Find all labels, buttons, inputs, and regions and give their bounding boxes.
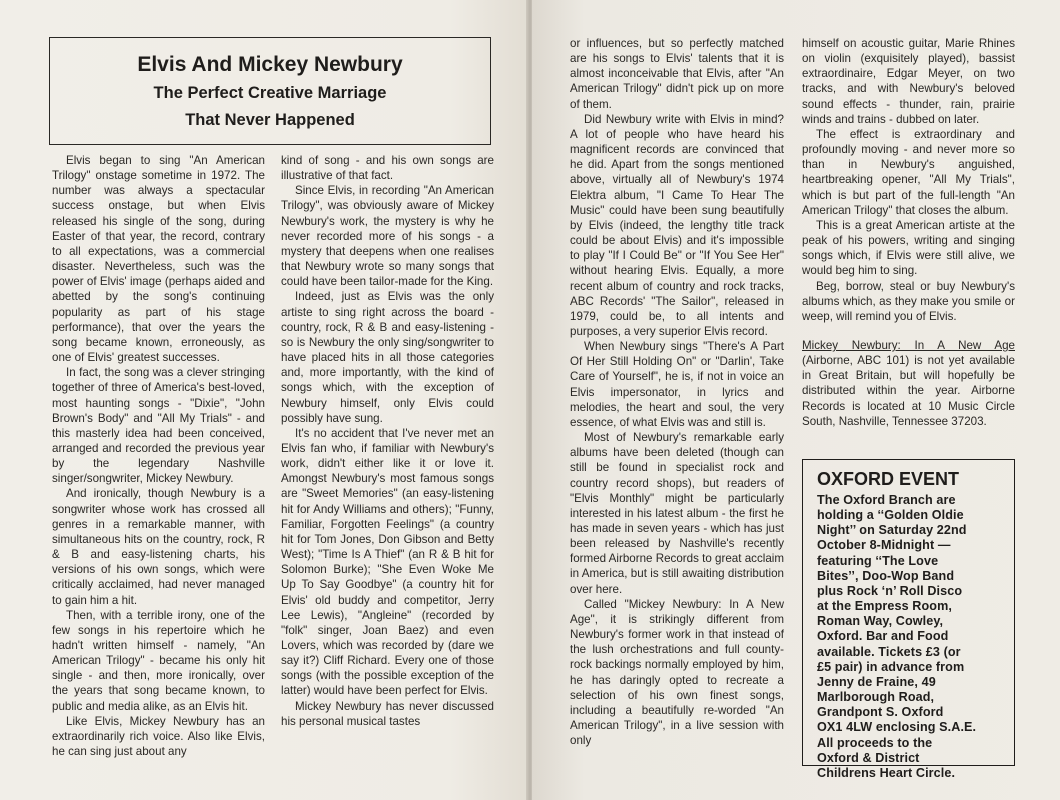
paragraph: Since Elvis, in recording "An American Trilogy", was obviously aware of Mickey Newbury's work, the mystery is why he never recorded more of his songs - a mystery that deepens when one realises that Newbury wrote so many songs that could have been tailor-made for the King. xyxy=(281,184,494,289)
event-line: £5 pair) in advance from xyxy=(817,659,965,674)
paragraph: Mickey Newbury has never discussed his personal musical tastes xyxy=(281,699,494,728)
event-line: plus Rock ‘n’ Roll Disco xyxy=(817,583,963,598)
paragraph: Indeed, just as Elvis was the only artiste to sing right across the board - country, rock, R & B and easy-listening - so is Newbury the only sing/songwriter to have placed hits in all those categories and, more importantly, with the kind of songs which, with the exception of Newbury himself, only Elvis could possibly have sung. xyxy=(281,290,494,425)
paragraph: Like Elvis, Mickey Newbury has an extraordinarily rich voice. Also like Elvis, he can sing just about any xyxy=(52,714,265,759)
paragraph: Called "Mickey Newbury: In A New Age", it is strikingly different from Newbury's former work in that instead of the lush orchestrations and full county-rock backings normally employed by him, he has daringly opted to recreate a selection of his own finest songs, including a beautifully re-worded "An American Trilogy", in a live session with only xyxy=(570,597,784,748)
album-footnote xyxy=(802,338,1015,429)
event-body xyxy=(817,493,1014,781)
article-subtitle-line-2: That Never Happened xyxy=(185,111,355,129)
left-page xyxy=(0,0,528,800)
event-line: Roman Way, Cowley, xyxy=(817,614,944,629)
paragraph: When Newbury sings "There's A Part Of Her Still Holding On" or "Darlin', Take Care of Yourself", he is, if not in voice an Elvis impersonator, in lyrics and melodies, the heart and soul, the very essence, of what Elvis was and still is. xyxy=(570,340,784,429)
event-line: Childrens Heart Circle. xyxy=(817,765,956,780)
event-line: Marlborough Road, xyxy=(817,690,935,705)
album-footnote-title: Mickey Newbury: In A New Age xyxy=(802,338,1015,352)
event-line: Oxford & District xyxy=(817,750,920,765)
article-subtitle-line-1: The Perfect Creative Marriage xyxy=(153,84,387,102)
album-footnote-text: (Airborne, ABC 101) is not yet available in Great Britain, but will hopefully be distributed within the year. Airborne Records is located at 10 Music Circle South, Nashville, Tennessee 37203. xyxy=(802,354,1015,428)
paragraph: The effect is extraordinary and profoundly moving - and never more so than in Newbury's anguished, heartbreaking opener, "All My Trials", which is but part of the full-length "An American Trilogy" that closes the album. xyxy=(802,127,1015,217)
right-column-2 xyxy=(802,36,1015,429)
event-line: The Oxford Branch are xyxy=(817,493,956,507)
event-line: All proceeds to the xyxy=(817,735,933,750)
paragraph: This is a great American artiste at the peak of his powers, writing and singing songs which, if Elvis were still alive, we would beg him to sing. xyxy=(802,218,1015,278)
event-line: October 8-Midnight — xyxy=(817,538,951,553)
right-column-1 xyxy=(570,36,784,748)
event-line: at the Empress Room, xyxy=(817,599,952,614)
paragraph: Then, with a terrible irony, one of the few songs in his repertoire which he hadn't written himself - namely, "An American Trilogy" - became his only hit single - and then, more ironically, over the years that song became known, to public and media alike, as an Elvis hit. xyxy=(52,608,265,713)
event-line: Grandpont S. Oxford xyxy=(817,705,944,720)
paragraph: Beg, borrow, steal or buy Newbury's albums which, as they make you smile or weep, will remind you of Elvis. xyxy=(802,279,1015,323)
paragraph: And ironically, though Newbury is a songwriter whose work has crossed all genres in a remarkable manner, with simultaneous hits on the country, rock, R & B and easy-listening charts, his versions of his own songs, which were critically acclaimed, had never managed to gain him a hit. xyxy=(52,487,265,607)
oxford-event-box xyxy=(802,459,1015,780)
paragraph: kind of song - and his own songs are illustrative of that fact. xyxy=(281,154,494,183)
event-line: Oxford. Bar and Food xyxy=(817,629,949,644)
event-line: Jenny de Fraine, 49 xyxy=(817,674,936,689)
event-line: holding a ‘‘Golden Oldie xyxy=(817,508,964,523)
paragraph: Elvis began to sing "An American Trilogy" onstage sometime in 1972. The number was always a spectacular success onstage, but when Elvis released his single of the song, during Easter of that year, the record, contrary to all expectations, was a commercial disaster. Nevertheless, such was the power of Elvis' image (perhaps aided and abetted by the song's continuing popularity as part of his stage performance), that over the years the song became known, erroneously, as one of Elvis' greatest successes. xyxy=(52,154,265,365)
paragraph: It's no accident that I've never met an Elvis fan who, if familiar with Newbury's work, didn't either like it or love it. Amongst Newbury's most famous songs are "Sweet Memories" (an easy-listening hit for Andy Williams and others); "Funny, Familiar, Forgotten Feelings" (a country hit for Tom Jones, Don Gibson and Betty West); "Time Is A Thief" (an R & B hit for Solomon Burke); "She Even Woke Me Up To Say Goodbye" (a country hit for Elvis' old buddy and competitor, Jerry Lee Lewis), "Angleine" (recorded by "folk" singer, Joan Baez) and even Lovers, which was recorded by (dare we say it?) Cliff Richard. Every one of those songs (with the possible exception of the latter) would have been perfect for Elvis. xyxy=(281,426,494,698)
paragraph: In fact, the song was a clever stringing together of three of America's best-loved, most haunting songs - "Dixie", "John Brown's Body" and "All My Trials" - and this masterly idea had been conceived, arranged and recorded the previous year by the legendary Nashville singer/songwriter, Mickey Newbury. xyxy=(52,366,265,486)
event-line: available. Tickets £3 (or xyxy=(817,644,961,659)
left-column-1 xyxy=(52,153,265,759)
paragraph: himself on acoustic guitar, Marie Rhines on violin (exquisitely played), bassist extraordinaire, Edgar Meyer, on two tracks, and with Newbury's beloved sound effects - thunder, rain, prairie winds and trains - dubbed on later. xyxy=(802,37,1015,126)
paragraph: or influences, but so perfectly matched are his songs to Elvis' talents that it is almost inconceivable that Elvis, after "An American Trilogy" didn't pick up on more of them. xyxy=(570,37,784,111)
left-column-2 xyxy=(281,153,494,729)
event-line: featuring ‘‘The Love xyxy=(817,553,939,568)
paragraph: Did Newbury write with Elvis in mind? A lot of people who have heard his magnificent records are convinced that he did. Apart from the songs mentioned above, virtually all of Newbury's 1974 Elektra album, "I Came To Hear The Music" could have been sung beautifully by Elvis (indeed, the lengthy title track could be about Elvis) and it's impossible to play "If I Could Be" or "If You See Her" without hearing Elvis. Equally, a more recent album of country and rock tracks, ABC Records' "The Sailor", released in 1979, could be, to all intents and purposes, a very superior Elvis record. xyxy=(570,112,784,338)
article-title-box xyxy=(49,37,491,145)
event-line: Bites’’, Doo-Wop Band xyxy=(817,568,955,583)
paragraph: Most of Newbury's remarkable early albums have been deleted (though can still be found in specialist rock and country record shops), but readers of "Elvis Monthly" might be particularly interested in his latest album - the first he has made in seven years - which has just been released by Nashville's recently formed Airborne Records to great acclaim in America, but is still awaiting distribution over here. xyxy=(570,431,784,596)
article-title: Elvis And Mickey Newbury xyxy=(137,53,403,76)
event-line: Night’’ on Saturday 22nd xyxy=(817,523,967,538)
event-title: OXFORD EVENT xyxy=(817,469,960,489)
event-line: OX1 4LW enclosing S.A.E. xyxy=(817,720,977,735)
